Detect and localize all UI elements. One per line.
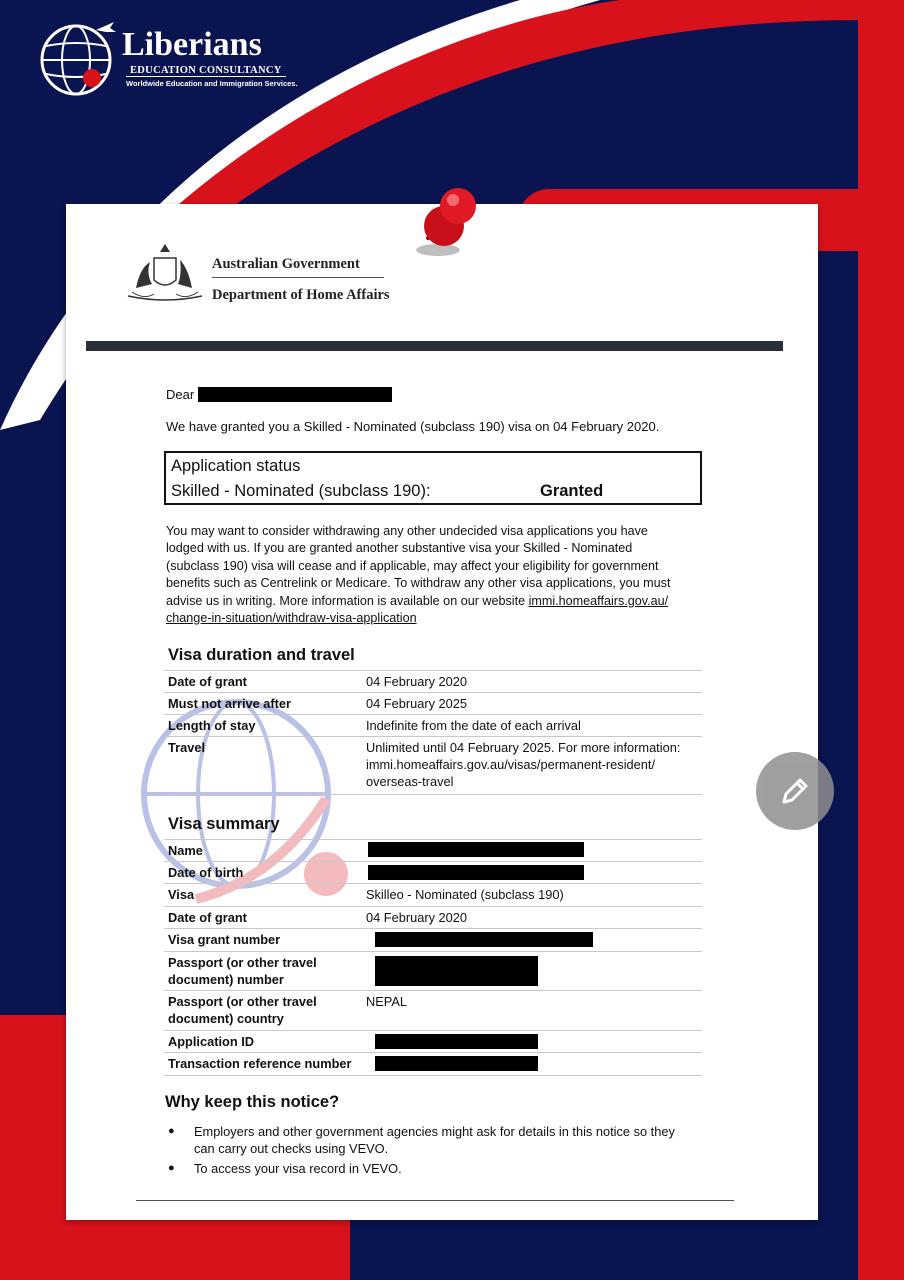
website-link-continued[interactable]: change-in-situation/withdraw-visa-application: [166, 611, 417, 626]
header-divider: [212, 277, 384, 278]
withdrawal-notice: [166, 523, 706, 627]
duration-label: Length of stay: [168, 718, 256, 733]
duration-label: Date of grant: [168, 674, 247, 689]
application-status-box: [164, 451, 702, 505]
why-keep-title: Why keep this notice?: [165, 1093, 340, 1111]
status-label: Skilled - Nominated (subclass 190):: [171, 482, 431, 500]
summary-section-title: Visa summary: [168, 815, 280, 833]
summary-label: Passport (or other travel: [168, 955, 317, 970]
redacted-application-id: [375, 1034, 538, 1049]
grant-intro: We have granted you a Skilled - Nominated (subclass 190) visa on 04 February 2020.: [166, 419, 660, 434]
row-divider: [164, 928, 702, 929]
push-pin-icon: [408, 180, 488, 270]
row-divider: [164, 861, 702, 862]
row-divider: [164, 951, 702, 952]
duration-label: Travel: [168, 740, 205, 755]
visa-grant-letter: [66, 204, 818, 1220]
notice-line: (subclass 190) visa will cease and if applicable, may affect your eligibility for government: [166, 558, 659, 573]
notice-line: [166, 593, 706, 610]
website-link[interactable]: immi.homeaffairs.gov.au/: [528, 593, 669, 608]
bullet-icon: ●: [168, 1125, 175, 1137]
summary-label: Passport (or other travel: [168, 994, 317, 1009]
row-divider: [164, 736, 702, 737]
notice-line: lodged with us. If you are granted another substantive visa your Skilled - Nominated: [166, 541, 633, 556]
why-bullet: To access your visa record in VEVO.: [194, 1161, 402, 1176]
summary-value: 04 February 2020: [366, 910, 468, 925]
footer-divider: [136, 1200, 734, 1201]
summary-label: Transaction reference number: [168, 1056, 352, 1071]
summary-value: Skilleo - Nominated (subclass 190): [366, 887, 564, 902]
duration-section-title: Visa duration and travel: [168, 646, 355, 664]
duration-value: immi.homeaffairs.gov.au/visas/permanent-resident/: [366, 757, 656, 772]
redacted-name: [368, 842, 584, 857]
notice-line-text: advise us in writing. More information is available on our website: [166, 593, 529, 608]
bullet-icon: ●: [168, 1162, 175, 1174]
coat-of-arms-icon: [124, 238, 206, 304]
brand-subtitle: EDUCATION CONSULTANCY: [130, 65, 282, 76]
pencil-icon: [778, 774, 812, 808]
department-name: Department of Home Affairs: [212, 287, 390, 303]
summary-value: NEPAL: [366, 994, 408, 1009]
notice-line: You may want to consider withdrawing any other undecided visa applications you have: [166, 524, 648, 538]
summary-label: document) number: [168, 972, 284, 987]
greeting: Dear: [166, 387, 195, 402]
row-divider: [164, 714, 702, 715]
redacted-visa-grant-number: [375, 932, 593, 947]
globe-plane-icon: [36, 18, 118, 100]
row-divider: [164, 692, 702, 693]
row-divider: [164, 839, 702, 840]
summary-label: Visa: [168, 887, 195, 902]
edit-button[interactable]: [756, 752, 834, 830]
summary-label: Name: [168, 843, 203, 858]
row-divider: [164, 883, 702, 884]
summary-label: Application ID: [168, 1034, 255, 1049]
status-value: Granted: [540, 482, 604, 500]
duration-value: 04 February 2020: [366, 674, 468, 689]
redacted-passport-number: [375, 956, 538, 986]
summary-label: Date of birth: [168, 865, 244, 880]
brand-name: Liberians: [122, 26, 262, 63]
summary-label: document) country: [168, 1011, 284, 1026]
row-divider: [164, 794, 702, 795]
row-divider: [164, 1030, 702, 1031]
redacted-recipient-name: [198, 387, 392, 402]
row-divider: [164, 906, 702, 907]
brand-divider: [126, 76, 286, 77]
row-divider: [164, 1075, 702, 1076]
redacted-date-of-birth: [368, 865, 584, 880]
redacted-transaction-reference: [375, 1056, 538, 1071]
duration-label: Must not arrive after: [168, 696, 292, 711]
duration-value: overseas-travel: [366, 774, 454, 789]
summary-label: Visa grant number: [168, 932, 281, 947]
duration-value: Unlimited until 04 February 2025. For more information:: [366, 740, 681, 755]
brand-tagline: Worldwide Education and Immigration Services.: [126, 79, 298, 88]
row-divider: [164, 670, 702, 671]
header-bar: [86, 341, 783, 351]
why-bullet: Employers and other government agencies might ask for details in this notice so they: [194, 1124, 675, 1139]
notice-line: benefits such as Centrelink or Medicare. To withdraw any other visa applications, you must: [166, 576, 671, 591]
duration-value: 04 February 2025: [366, 696, 468, 711]
summary-label: Date of grant: [168, 910, 247, 925]
row-divider: [164, 1052, 702, 1053]
government-name: Australian Government: [212, 256, 360, 272]
duration-value: Indefinite from the date of each arrival: [366, 718, 581, 733]
row-divider: [164, 990, 702, 991]
brand-logo: [36, 16, 296, 104]
why-bullet: can carry out checks using VEVO.: [194, 1141, 389, 1156]
status-title: Application status: [171, 457, 301, 475]
